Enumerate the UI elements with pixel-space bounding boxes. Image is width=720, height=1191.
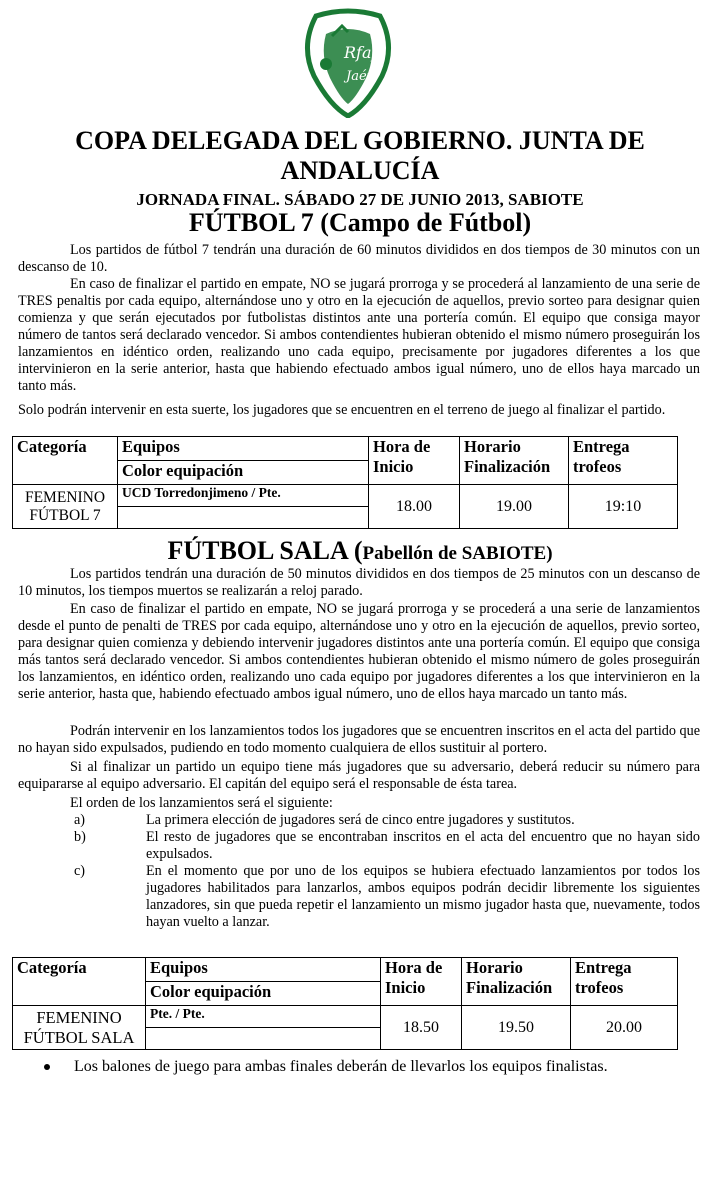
table-cell-equipos: Pte. / Pte. (146, 1006, 381, 1028)
table-header-horario: Horario Finalización (462, 958, 571, 1006)
logo-text-jaen: Jaén (346, 69, 376, 84)
table-header-categoria: Categoría (13, 437, 118, 485)
table-cell-color (118, 507, 369, 529)
table-cell-equipos: UCD Torredonjimeno / Pte. (118, 485, 369, 507)
sala-schedule-table (12, 957, 678, 1050)
table-cell-entrega: 20.00 (571, 1006, 678, 1050)
list-marker: a) (74, 812, 86, 828)
table-cell-hora: 18.00 (369, 485, 460, 529)
table-header-entrega: Entrega trofeos (569, 437, 678, 485)
bullet-icon (44, 1064, 50, 1070)
rfaf-jaen-logo-icon (296, 6, 400, 118)
futbol7-paragraph-3: Solo podrán intervenir en esta suerte, los jugadores que se encuentren en el terreno de juego al finalizar el partido. (18, 402, 666, 418)
page-subtitle: JORNADA FINAL. SÁBADO 27 DE JUNIO 2013, SABIOTE (136, 190, 584, 209)
table-header-equipos: Equipos (118, 437, 369, 461)
table-cell-horario: 19.00 (460, 485, 569, 529)
sala-paragraph-4: Si al finalizar un partido un equipo tiene más jugadores que su adversario, deberá reducir su número para equipararse al equipo adversario. El capitán del equipo será el responsable de ésta tarea. (18, 759, 700, 792)
futbol7-paragraph-1: Los partidos de fútbol 7 tendrán una duración de 60 minutos divididos en dos tiempos de 30 minutos con un descanso de 10. (18, 242, 700, 275)
table-header-hora: Hora de Inicio (381, 958, 462, 1006)
section-title-futbol-sala (0, 536, 720, 566)
list-item (18, 812, 700, 829)
list-item (18, 829, 700, 863)
table-cell-color (146, 1028, 381, 1050)
list-item-text: La primera elección de jugadores será de cinco entre jugadores y sustitutos. (146, 812, 575, 828)
section-title-sala-main: FÚTBOL SALA ( (167, 536, 363, 565)
sala-paragraph-5: El orden de los lanzamientos será el siguiente: (70, 795, 333, 811)
footer-note-text: Los balones de juego para ambas finales deberán de llevarlos los equipos finalistas. (74, 1058, 608, 1075)
table-cell-horario: 19.50 (462, 1006, 571, 1050)
penalty-order-list (18, 812, 700, 931)
sala-paragraph-2: En caso de finalizar el partido en empate, NO se jugará prorroga y se procederá a una serie de lanzamientos desde el punto de penalti de TRES por cada equipo, alternándose uno y otro en la ejecución de aquellos, previo sorteo, para designar quien comienza y debiendo intervenir jugadores distintos ante una portería común. El equipo que consiga más tantos será declarado vencedor. Si ambos contendientes hubieran obtenido el mismo número de goles proseguirán los lanzamientos, en idéntico orden, realizando uno cada equipo por jugadores diferentes a los que intervinieron en la serie anterior, hasta que, habiendo efectuado ambos igual número, uno de ellos haya marcado un tanto más. (18, 601, 700, 702)
table-header-entrega: Entrega trofeos (571, 958, 678, 1006)
page-title-line1: COPA DELEGADA DEL GOBIERNO. JUNTA DE (75, 126, 645, 155)
table-header-horario: Horario Finalización (460, 437, 569, 485)
table-header-color: Color equipación (146, 982, 381, 1006)
list-item (18, 863, 700, 931)
table-header-color: Color equipación (118, 461, 369, 485)
list-marker: c) (74, 863, 86, 879)
futbol7-paragraph-2: En caso de finalizar el partido en empate, NO se jugará prorroga y se procederá al lanzamiento de una serie de TRES penaltis por cada equipo, alternándose uno y otro en la ejecución de aquellos, previo sorteo para designar quien comienza y que serán ejecutados por futbolistas distintos ante una portería común. El equipo que consiga mayor número de tantos será declarado vencedor. Si ambos contendientes hubieran obtenido el mismo número proseguirán los lanzamientos en idéntico orden, realizando uno cada equipo, precisamente por jugadores diferentes a los que intervinieron en la serie anterior, hasta que habiendo efectuado ambos igual número, uno de ellos haya marcado un tanto más. (18, 276, 700, 394)
list-marker: b) (74, 829, 86, 845)
section-title-sala-venue: Pabellón de SABIOTE) (362, 543, 553, 564)
table-header-categoria: Categoría (13, 958, 146, 1006)
list-item-text: El resto de jugadores que se encontraban inscritos en el acta del encuentro que no hayan sido expulsados. (146, 829, 700, 862)
list-item-text: En el momento que por uno de los equipos se hubiera efectuado lanzamientos por todos los jugadores habilitados para lanzarlos, ambos equipos podrán decidir libremente los siguientes lanzadores, sin que pueda repetir el lanzamiento un mismo jugador hasta que, nuevamente, todos hayan vuelto a lanzar. (146, 863, 700, 930)
table-cell-hora: 18.50 (381, 1006, 462, 1050)
section-title-futbol7: FÚTBOL 7 (Campo de Fútbol) (188, 208, 532, 237)
table-header-hora: Hora de Inicio (369, 437, 460, 485)
table-cell-categoria: FEMENINO FÚTBOL SALA (13, 1006, 146, 1050)
table-header-equipos: Equipos (146, 958, 381, 982)
sala-paragraph-1: Los partidos tendrán una duración de 50 minutos divididos en dos tiempos de 25 minutos con un descanso de 10 minutos, los tiempos muertos se realizarán a reloj parado. (18, 566, 700, 599)
table-cell-categoria: FEMENINO FÚTBOL 7 (13, 485, 118, 529)
logo-text-rfaf: Rfaf (344, 43, 378, 62)
page-title-line2: ANDALUCÍA (280, 156, 440, 185)
table-cell-entrega: 19:10 (569, 485, 678, 529)
futbol7-schedule-table (12, 436, 678, 529)
footer-note (44, 1056, 644, 1077)
sala-paragraph-3: Podrán intervenir en los lanzamientos todos los jugadores que se encuentren inscritos en el acta del partido que no hayan sido expulsados, pudiendo en todo momento cualquiera de ellos sustituir al portero. (18, 723, 700, 756)
